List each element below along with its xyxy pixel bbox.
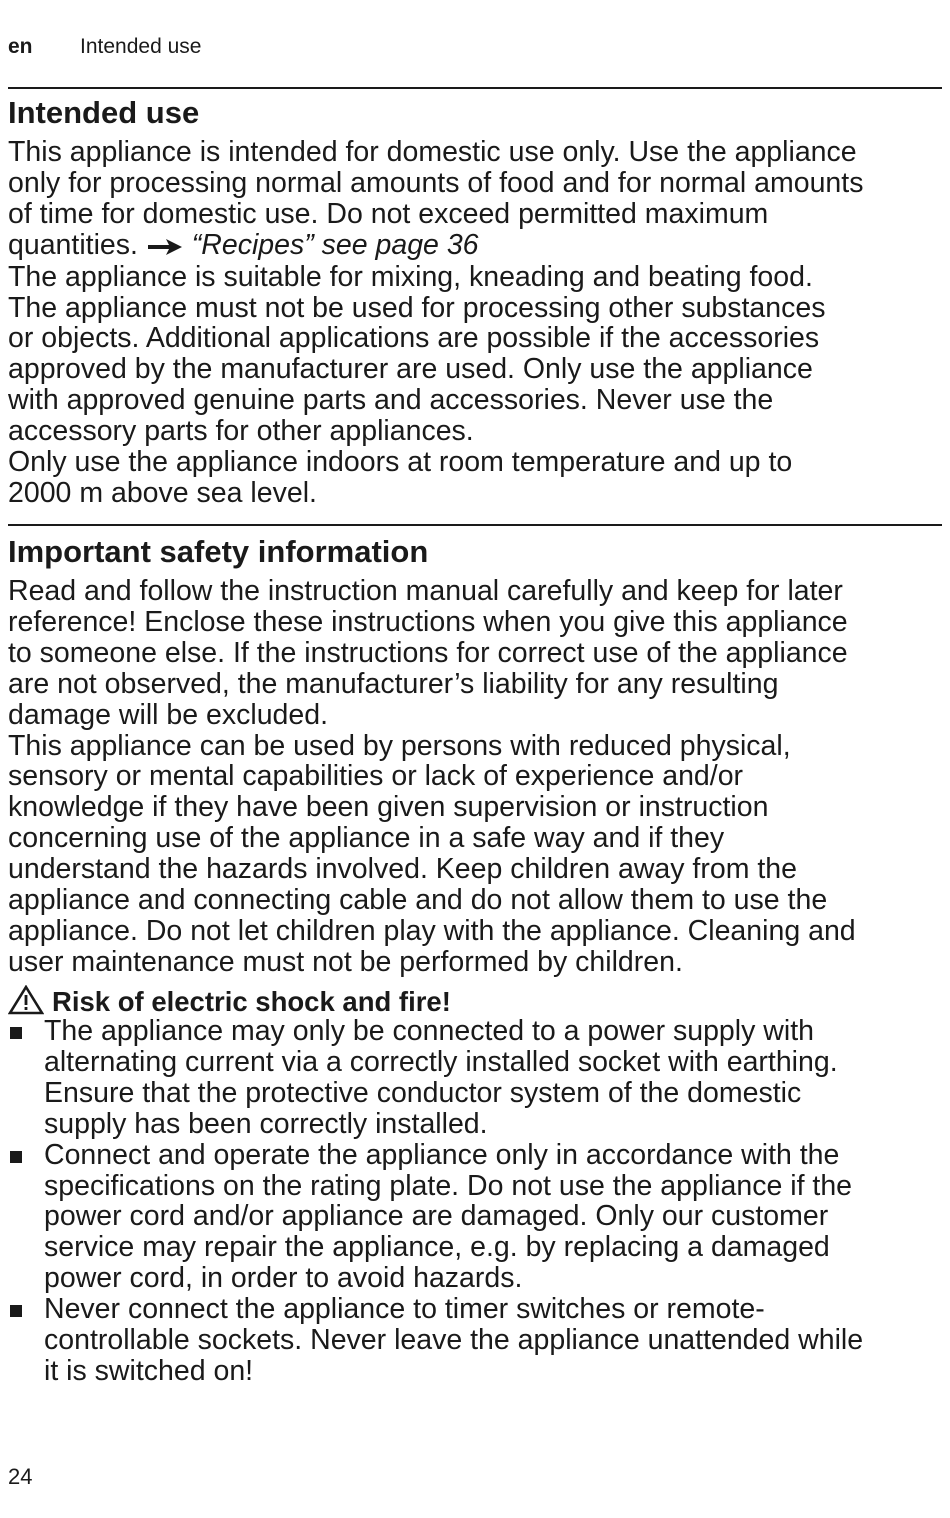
text-line: to someone else. If the instructions for correct use of the appliance bbox=[8, 636, 848, 669]
text-line: specifications on the rating plate. Do not use the appliance if the bbox=[44, 1169, 853, 1202]
text-line: power cord and/or appliance are damaged. Only our customer bbox=[44, 1200, 829, 1233]
intended-use-body bbox=[8, 137, 948, 509]
list-item bbox=[8, 1294, 948, 1387]
safety-bullet-list bbox=[8, 1016, 948, 1387]
text-line: understand the hazards involved. Keep children away from the bbox=[8, 853, 797, 886]
arrow-right-icon bbox=[148, 231, 182, 262]
text-line: Read and follow the instruction manual carefully and keep for later bbox=[8, 575, 843, 607]
reference-prefix: quantities. bbox=[8, 228, 138, 261]
text-line: appliance. Do not let children play with the appliance. Cleaning and bbox=[8, 914, 856, 947]
text-line: Only use the appliance indoors at room temperature and up to bbox=[8, 446, 793, 479]
section-divider bbox=[8, 87, 942, 89]
text-line: reference! Enclose these instructions when you give this appliance bbox=[8, 605, 848, 638]
text-line: This appliance is intended for domestic use only. Use the appliance bbox=[8, 136, 857, 168]
text-line: supply has been correctly installed. bbox=[44, 1107, 488, 1140]
text-line: are not observed, the manufacturer’s liability for any resulting bbox=[8, 667, 779, 700]
text-line: with approved genuine parts and accessories. Never use the bbox=[8, 384, 774, 417]
text-line: 2000 m above sea level. bbox=[8, 476, 317, 509]
intended-use-heading: Intended use bbox=[8, 95, 200, 130]
recipes-page-link[interactable]: “Recipes” see page 36 bbox=[191, 228, 479, 261]
language-code: en bbox=[8, 35, 33, 58]
section-divider bbox=[8, 524, 942, 526]
text-line: knowledge if they have been given supervision or instruction bbox=[8, 791, 769, 824]
text-line: Ensure that the protective conductor system of the domestic bbox=[44, 1076, 802, 1109]
list-item bbox=[8, 1016, 948, 1140]
text-line: Connect and operate the appliance only in accordance with the bbox=[44, 1138, 840, 1171]
text-line: power cord, in order to avoid hazards. bbox=[44, 1262, 523, 1295]
chapter-title: Intended use bbox=[80, 35, 202, 58]
running-header bbox=[8, 34, 201, 60]
list-item bbox=[8, 1140, 948, 1295]
text-line: or objects. Additional applications are possible if the accessories bbox=[8, 322, 820, 355]
text-line: approved by the manufacturer are used. Only use the appliance bbox=[8, 353, 813, 386]
text-line: accessory parts for other appliances. bbox=[8, 415, 474, 448]
text-line: The appliance is suitable for mixing, kneading and beating food. bbox=[8, 260, 813, 293]
square-bullet-icon bbox=[10, 1027, 22, 1039]
text-line: damage will be excluded. bbox=[8, 698, 329, 731]
square-bullet-icon bbox=[10, 1305, 22, 1317]
safety-body bbox=[8, 576, 948, 978]
text-line: service may repair the appliance, e.g. by replacing a damaged bbox=[44, 1231, 830, 1264]
text-line: controllable sockets. Never leave the appliance unattended while bbox=[44, 1324, 864, 1357]
text-line: appliance and connecting cable and do not allow them to use the bbox=[8, 884, 828, 917]
safety-heading: Important safety information bbox=[8, 534, 429, 569]
text-line: concerning use of the appliance in a safe way and if they bbox=[8, 822, 725, 855]
text-line: of time for domestic use. Do not exceed permitted maximum bbox=[8, 197, 769, 230]
text-line: user maintenance must not be performed by children. bbox=[8, 945, 683, 978]
warning-title: Risk of electric shock and fire! bbox=[52, 986, 451, 1017]
text-line-with-reference bbox=[8, 230, 948, 262]
text-line: alternating current via a correctly installed socket with earthing. bbox=[44, 1045, 838, 1078]
page-number: 24 bbox=[8, 1464, 33, 1489]
text-line: sensory or mental capabilities or lack of experience and/or bbox=[8, 760, 744, 793]
square-bullet-icon bbox=[10, 1151, 22, 1163]
text-line: Never connect the appliance to timer switches or remote- bbox=[44, 1293, 765, 1326]
text-line: The appliance may only be connected to a power supply with bbox=[44, 1015, 814, 1047]
text-line: only for processing normal amounts of food and for normal amounts bbox=[8, 166, 864, 199]
text-line: This appliance can be used by persons with reduced physical, bbox=[8, 729, 791, 762]
text-line: it is switched on! bbox=[44, 1354, 254, 1387]
text-line: The appliance must not be used for processing other substances bbox=[8, 291, 826, 324]
